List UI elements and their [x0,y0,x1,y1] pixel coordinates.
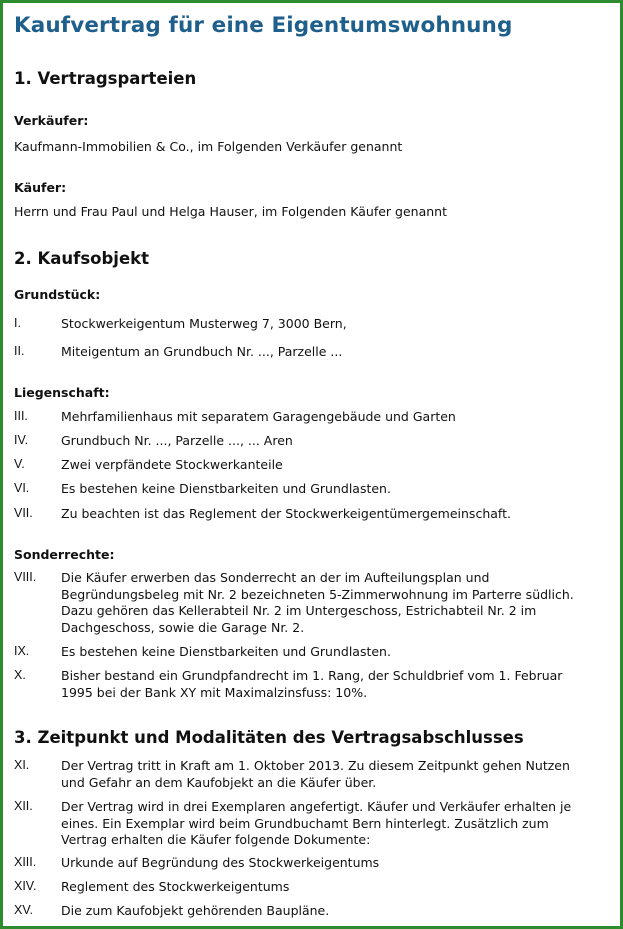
seller-text: Kaufmann-Immobilien & Co., im Folgenden Verkäufer genannt [14,139,403,154]
item-number: VIII. [14,570,37,584]
item-line: eines. Ein Exemplar wird beim Grundbuchamt Bern hinterlegt. Zusätzlich zum [61,815,549,831]
item-number: XIV. [14,879,37,893]
item-number: VI. [14,481,30,495]
item-number: II. [14,344,25,358]
item-text [61,903,614,920]
item-line: und Gefahr an dem Kaufobjekt an die Käufer über. [61,774,377,790]
item-number: VII. [14,506,33,520]
item-line: Die Käufer erwerben das Sonderrecht an der im Aufteilungsplan und [61,570,490,585]
item-number: IV. [14,433,29,447]
item-text [61,668,614,701]
item-line: Es bestehen keine Dienstbarkeiten und Grundlasten. [61,644,391,659]
item-line: Bisher bestand ein Grundpfandrecht im 1. Rang, der Schuldbrief vom 1. Februar [61,668,563,683]
item-line: Der Vertrag tritt in Kraft am 1. Oktober 2013. Zu diesem Zeitpunkt gehen Nutzen [61,758,570,773]
item-number: V. [14,457,25,471]
buyer-label: Käufer: [14,180,67,195]
item-text [61,570,614,636]
item-number: III. [14,409,28,423]
item-number: XII. [14,799,33,813]
item-text: Es bestehen keine Dienstbarkeiten und Grundlasten. [61,481,391,496]
page-title: Kaufvertrag für eine Eigentumswohnung [14,13,513,38]
item-number: I. [14,316,21,330]
item-line: Vertrag erhalten die Käufer folgende Dokumente: [61,832,371,847]
item-text [61,879,614,896]
item-number: XIII. [14,855,37,869]
section-heading-parties: 1. Vertragsparteien [14,69,197,88]
section-heading-modalities: 3. Zeitpunkt und Modalitäten des Vertragsabschlusses [14,728,524,747]
item-line: 1995 bei der Bank XY mit Maximalzinsfuss: 10%. [61,684,368,700]
section-heading-object: 2. Kaufsobjekt [14,249,150,268]
item-text [61,799,614,849]
item-number: X. [14,668,26,682]
item-text [61,644,614,661]
item-line: Die zum Kaufobjekt gehörenden Baupläne. [61,903,330,918]
item-text: Mehrfamilienhaus mit separatem Garagengebäude und Garten [61,409,456,424]
item-text [61,758,614,791]
item-number: IX. [14,644,30,658]
item-text: Zwei verpfändete Stockwerkanteile [61,457,283,472]
item-text: Grundbuch Nr. ..., Parzelle ..., ... Aren [61,433,293,448]
sonderrechte-label: Sonderrechte: [14,547,115,562]
seller-label: Verkäufer: [14,113,89,128]
item-line: Begründungsbeleg mit Nr. 2 bezeichneten 5-Zimmerwohnung im Parterre südlich. [61,586,574,602]
item-line: Urkunde auf Begründung des Stockwerkeigentums [61,855,380,870]
item-line: Reglement des Stockwerkeigentums [61,879,290,894]
item-text [61,855,614,872]
item-number: XI. [14,758,30,772]
item-text: Miteigentum an Grundbuch Nr. ..., Parzelle ... [61,344,343,359]
grundstueck-label: Grundstück: [14,287,101,302]
item-line: Dazu gehören das Kellerabteil Nr. 2 im Untergeschoss, Estrichabteil Nr. 2 im [61,603,537,618]
liegenschaft-label: Liegenschaft: [14,385,110,400]
item-text: Zu beachten ist das Reglement der Stockwerkeigentümergemeinschaft. [61,506,511,521]
item-text: Stockwerkeigentum Musterweg 7, 3000 Bern, [61,316,347,331]
buyer-text: Herrn und Frau Paul und Helga Hauser, im Folgenden Käufer genannt [14,204,447,219]
item-line: Dachgeschoss, sowie die Garage Nr. 2. [61,619,305,635]
item-line: Der Vertrag wird in drei Exemplaren angefertigt. Käufer und Verkäufer erhalten je [61,799,572,814]
item-number: XV. [14,903,34,917]
